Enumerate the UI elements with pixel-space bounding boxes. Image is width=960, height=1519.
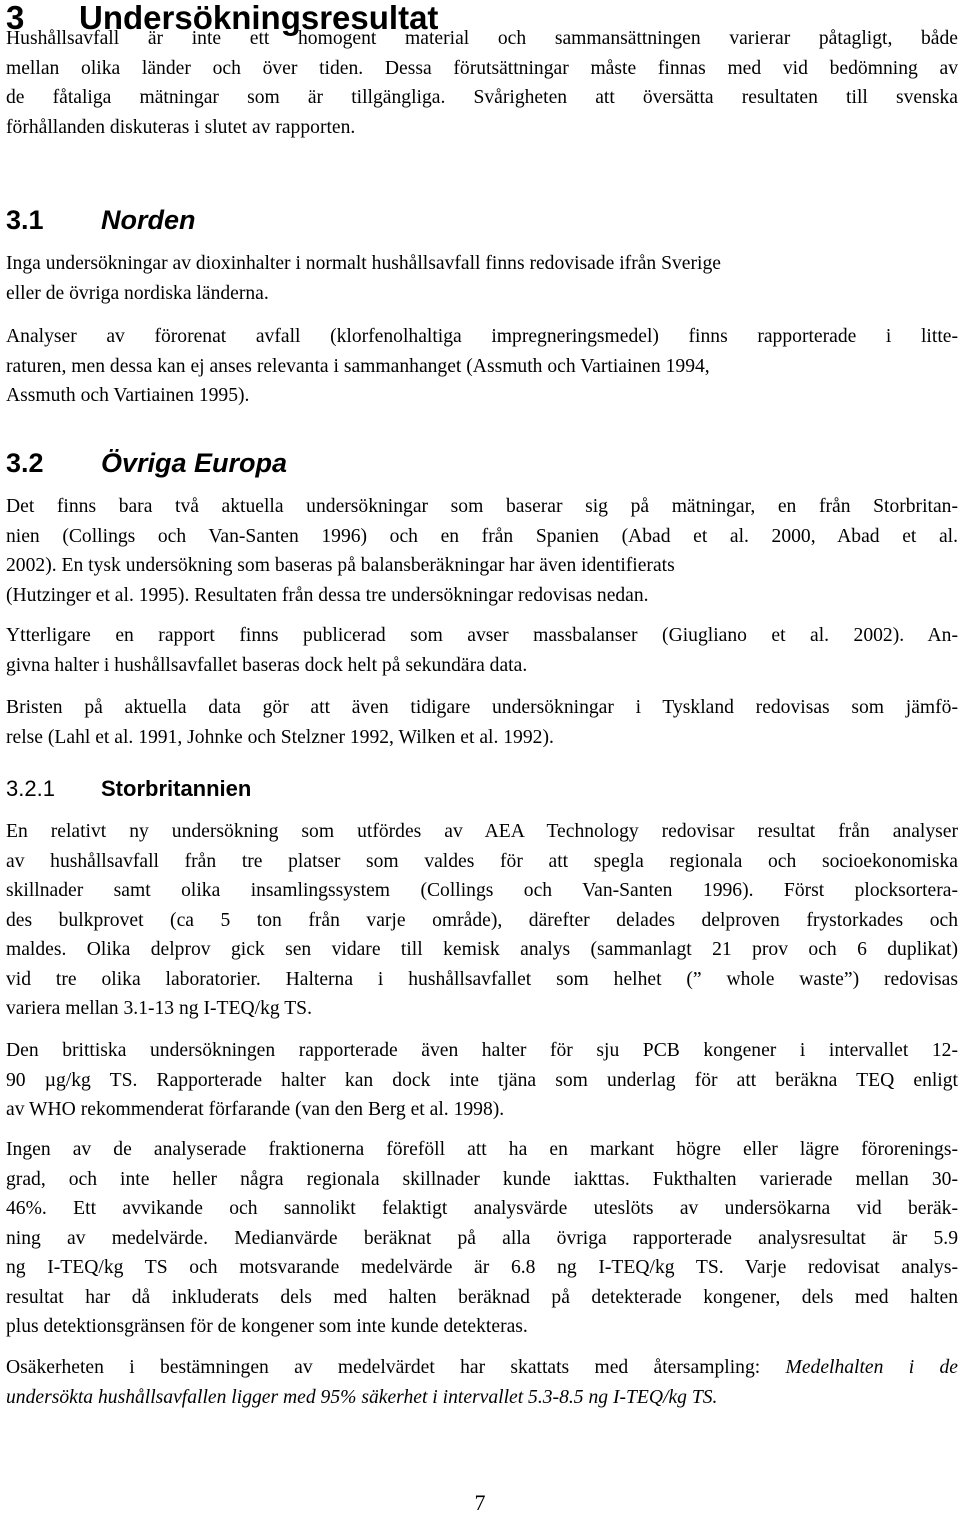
norden-paragraph-1	[6, 249, 958, 308]
uk-paragraph-2	[6, 1036, 958, 1125]
paragraph-line: En relativt ny undersökning som utfördes av AEA Technology redovisar resultat från analyser	[6, 821, 958, 842]
intro-line: de fåtaliga mätningar som är tillgängliga. Svårigheten att översätta resultaten till svenska	[6, 87, 958, 108]
paragraph-line: nien (Collings och Van-Santen 1996) och en från Spanien (Abad et al. 2000, Abad et al.	[6, 525, 958, 547]
paragraph-line: skillnader samt olika insamlingssystem (Collings och Van-Santen 1996). Först plocksortera-	[6, 880, 958, 901]
intro-line: förhållanden diskuteras i slutet av rapporten.	[6, 116, 356, 138]
paragraph-line: av WHO rekommenderat förfarande (van den Berg et al. 1998).	[6, 1099, 505, 1120]
paragraph-line: Ytterligare en rapport finns publicerad som avser massbalanser (Giugliano et al. 2002). An-	[6, 625, 958, 646]
section-heading-norden	[6, 203, 196, 237]
intro-line: mellan olika länder och över tiden. Dessa förutsättningar måste finnas med vid bedömning av	[6, 57, 958, 79]
page-number: 7	[474, 1490, 486, 1515]
paragraph-line: ng I-TEQ/kg TS och motsvarande medelvärde är 6.8 ng I-TEQ/kg TS. Varje redovisat analys-	[6, 1257, 958, 1278]
paragraph-line: Analyser av förorenat avfall (klorfenolhaltiga impregneringsmedel) finns rapporterade i litte-	[6, 326, 958, 347]
paragraph-line: vid tre olika laboratorier. Halterna i hushållsavfallet som helhet (” whole waste”) redovisas	[6, 968, 958, 990]
paragraph-line: Inga undersökningar av dioxinhalter i normalt hushållsavfall finns redovisade ifrån Sverige	[6, 253, 721, 274]
paragraph-line: ning av medelvärde. Medianvärde beräknat på alla övriga rapporterade analysresultat är 5.9	[6, 1227, 958, 1249]
paragraph-line: Bristen på aktuella data gör att även tidigare undersökningar i Tyskland redovisas som jämfö-	[6, 697, 958, 718]
norden-paragraph-2	[6, 322, 958, 411]
paragraph-line: 90 µg/kg TS. Rapporterade halter kan dock inte tjäna som underlag för att beräkna TEQ enligt	[6, 1069, 958, 1091]
section-number: 3.2	[6, 448, 44, 478]
europa-paragraph-1	[6, 492, 958, 610]
section-title: Övriga Europa	[101, 448, 288, 478]
paragraph-line: Assmuth och Vartiainen 1995).	[6, 385, 250, 406]
uk-paragraph-3	[6, 1135, 958, 1342]
paragraph-line: Ingen av de analyserade fraktionerna föreföll att ha en markant högre eller lägre förorenings-	[6, 1139, 958, 1160]
paragraph-line: Det finns bara två aktuella undersökningar som baserar sig på mätningar, en från Storbritan-	[6, 496, 958, 517]
paragraph-line: av hushållsavfall från tre platser som valdes för att spegla regionala och socioekonomiska	[6, 850, 958, 872]
section-heading-europa	[6, 446, 287, 480]
paragraph-line: (Hutzinger et al. 1995). Resultaten från dessa tre undersökningar redovisas nedan.	[6, 584, 649, 606]
paragraph-line: eller de övriga nordiska länderna.	[6, 282, 269, 304]
uk-paragraph-4	[6, 1353, 958, 1412]
europa-paragraph-3	[6, 693, 958, 752]
line-italic-text: undersökta hushållsavfallen ligger med 95% säkerhet i intervallet 5.3-8.5 ng I-TEQ/kg TS.	[6, 1386, 718, 1408]
subsection-heading-storbritannien	[6, 775, 251, 803]
europa-paragraph-2	[6, 621, 958, 680]
paragraph-line: raturen, men dessa kan ej anses relevanta i sammanhanget (Assmuth och Vartiainen 1994,	[6, 355, 710, 377]
paragraph-line: givna halter i hushållsavfallet baseras dock helt på sekundära data.	[6, 654, 528, 676]
paragraph-line	[6, 1353, 958, 1383]
paragraph-line: 2002). En tysk undersökning som baseras på balansberäkningar har även identifierats	[6, 555, 675, 576]
chapter-number: 3	[6, 0, 25, 36]
paragraph-line	[6, 1383, 958, 1413]
section-title: Norden	[101, 205, 196, 235]
chapter-title: Undersökningsresultat	[79, 0, 439, 36]
paragraph-line: Den brittiska undersökningen rapporterade även halter för sju PCB kongener i intervallet 12-	[6, 1040, 958, 1061]
subsection-number: 3.2.1	[6, 776, 55, 801]
paragraph-line: 46%. Ett avvikande och sannolikt felaktigt analysvärde uteslöts av undersökarna vid beräk-	[6, 1198, 958, 1219]
uk-paragraph-1	[6, 817, 958, 1024]
subsection-title: Storbritannien	[101, 776, 252, 801]
intro-paragraph	[6, 24, 958, 142]
intro-line: Hushållsavfall är inte ett homogent material och sammansättningen varierar påtagligt, både	[6, 28, 958, 49]
paragraph-line: resultat har då inkluderats dels med halten beräknad på detekterade kongener, dels med halten	[6, 1286, 958, 1308]
section-number: 3.1	[6, 205, 44, 235]
paragraph-line: des bulkprovet (ca 5 ton från varje område), därefter delades delproven frystorkades och	[6, 909, 958, 931]
paragraph-line: relse (Lahl et al. 1991, Johnke och Stelzner 1992, Wilken et al. 1992).	[6, 726, 554, 748]
paragraph-line: plus detektionsgränsen för de kongener som inte kunde detekteras.	[6, 1316, 528, 1337]
paragraph-line: maldes. Olika delprov gick sen vidare till kemisk analys (sammanlagt 21 prov och 6 duplikat)	[6, 939, 958, 960]
line-italic-text: Medelhalten i de	[785, 1357, 958, 1378]
paragraph-line: grad, och inte heller några regionala skillnader kunde iakttas. Fukthalten varierade mellan 30-	[6, 1168, 958, 1190]
paragraph-line: variera mellan 3.1-13 ng I-TEQ/kg TS.	[6, 998, 312, 1019]
line-normal-text: Osäkerheten i bestämningen av medelvärdet har skattats med återsampling:	[6, 1357, 786, 1378]
